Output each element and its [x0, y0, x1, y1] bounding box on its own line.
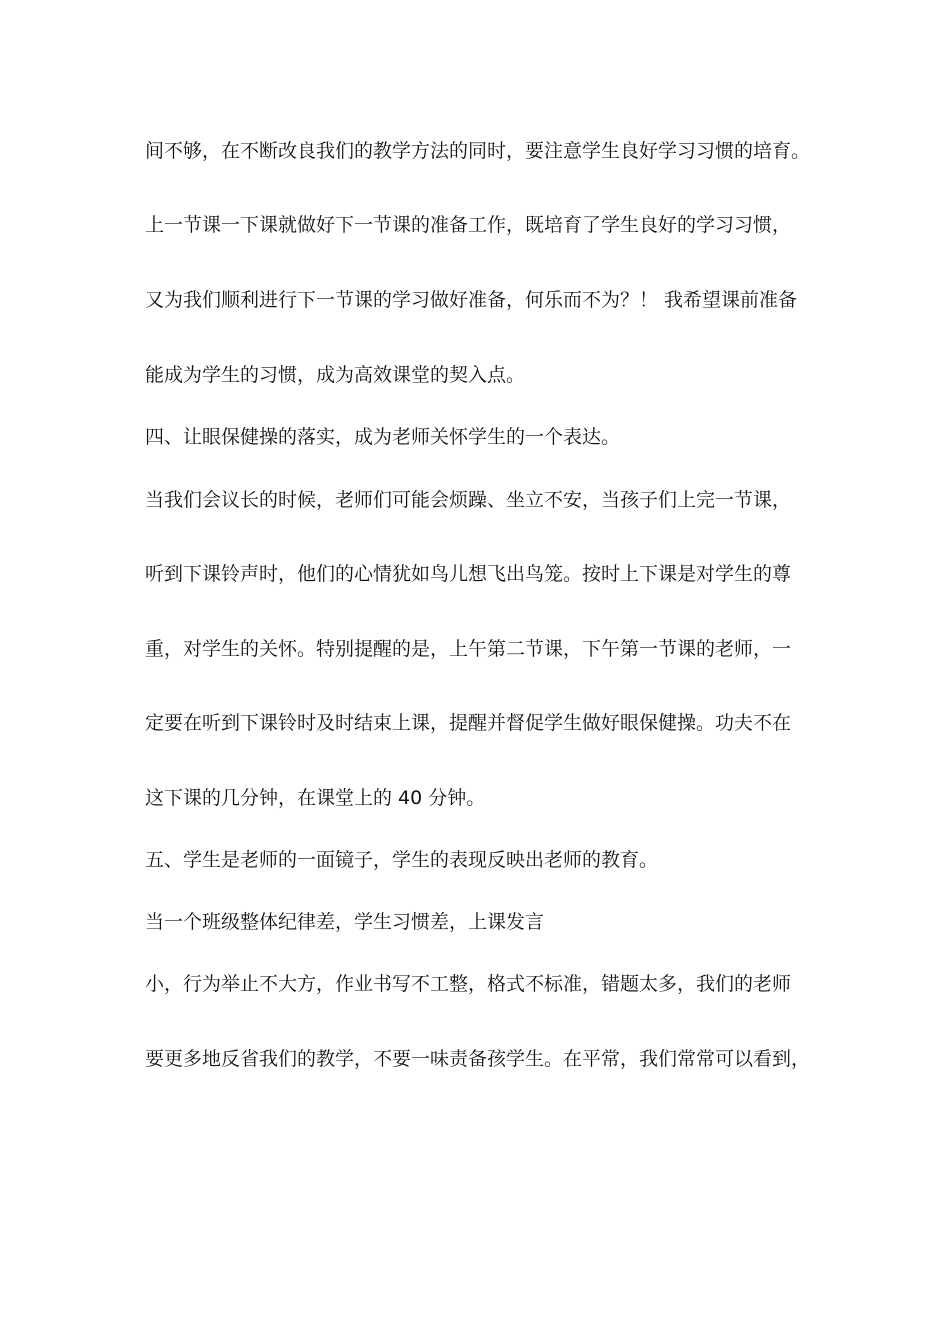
text-line: 能成为学生的习惯，成为高效课堂的契入点。 [145, 364, 526, 386]
text-line: 定要在听到下课铃时及时结束上课，提醒并督促学生做好眼保健操。功夫不在 [145, 712, 792, 734]
text-line: 要更多地反省我们的教学，不要一味责备孩学生。在平常，我们常常可以看到， [145, 1048, 811, 1070]
text-line: 上一节课一下课就做好下一节课的准备工作，既培育了学生良好的学习习惯， [145, 214, 792, 236]
text-line: 又为我们顺利进行下一节课的学习做好准备，何乐而不为？！ 我希望课前准备 [145, 289, 798, 311]
text-line: 这下课的几分钟，在课堂上的 40 分钟。 [145, 787, 486, 809]
text-line: 当一个班级整体纪律差，学生习惯差，上课发言 [145, 911, 545, 933]
text-line: 重，对学生的关怀。特别提醒的是，上午第二节课，下午第一节课的老师，一 [145, 638, 792, 660]
text-line: 听到下课铃声时，他们的心情犹如鸟儿想飞出鸟笼。按时上下课是对学生的尊 [145, 563, 792, 585]
text-line: 间不够，在不断改良我们的教学方法的同时，要注意学生良好学习习惯的培育。 [145, 140, 811, 162]
section-heading: 四、让眼保健操的落实，成为老师关怀学生的一个表达。 [145, 426, 621, 448]
section-heading: 五、学生是老师的一面镜子，学生的表现反映出老师的教育。 [145, 849, 659, 871]
text-line: 当我们会议长的时候，老师们可能会烦躁、坐立不安，当孩子们上完一节课， [145, 489, 792, 511]
text-line: 小，行为举止不大方，作业书写不工整，格式不标准，错题太多，我们的老师 [145, 973, 792, 995]
